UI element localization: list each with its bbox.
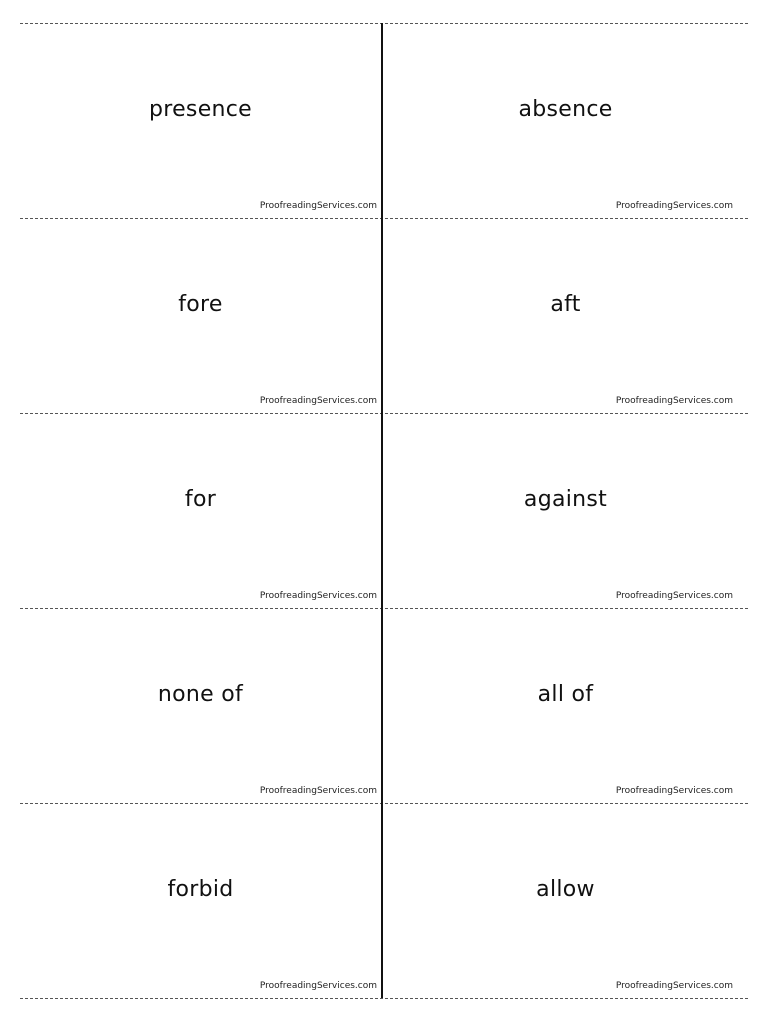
card-word: fore bbox=[178, 292, 223, 317]
card-word: presence bbox=[148, 97, 253, 122]
card-footer: ProofreadingServices.com bbox=[615, 201, 733, 211]
flashcard-back bbox=[383, 413, 748, 608]
flashcard-front bbox=[20, 23, 381, 218]
card-row bbox=[20, 608, 748, 803]
flashcard-sheet bbox=[20, 23, 748, 998]
flashcard-front bbox=[20, 803, 381, 998]
card-word: absence bbox=[518, 97, 613, 122]
card-row bbox=[20, 803, 748, 998]
card-word: aft bbox=[550, 292, 581, 317]
card-footer: ProofreadingServices.com bbox=[259, 591, 377, 601]
card-word: forbid bbox=[167, 877, 234, 902]
card-word: against bbox=[523, 487, 608, 512]
card-footer: ProofreadingServices.com bbox=[615, 591, 733, 601]
card-footer: ProofreadingServices.com bbox=[259, 396, 377, 406]
card-row bbox=[20, 413, 748, 608]
flashcard-back bbox=[383, 803, 748, 998]
card-footer: ProofreadingServices.com bbox=[259, 786, 377, 796]
card-word: allow bbox=[536, 877, 595, 902]
card-footer: ProofreadingServices.com bbox=[259, 981, 377, 991]
card-word: all of bbox=[537, 682, 594, 707]
flashcard-back bbox=[383, 608, 748, 803]
card-word: for bbox=[184, 487, 217, 512]
card-word: none of bbox=[157, 682, 244, 707]
flashcard-front bbox=[20, 608, 381, 803]
flashcard-back bbox=[383, 23, 748, 218]
card-footer: ProofreadingServices.com bbox=[259, 201, 377, 211]
card-footer: ProofreadingServices.com bbox=[615, 396, 733, 406]
card-row bbox=[20, 23, 748, 218]
card-row bbox=[20, 218, 748, 413]
card-footer: ProofreadingServices.com bbox=[615, 786, 733, 796]
flashcard-front bbox=[20, 218, 381, 413]
flashcard-front bbox=[20, 413, 381, 608]
card-footer: ProofreadingServices.com bbox=[615, 981, 733, 991]
cut-line bbox=[20, 998, 748, 999]
flashcard-back bbox=[383, 218, 748, 413]
